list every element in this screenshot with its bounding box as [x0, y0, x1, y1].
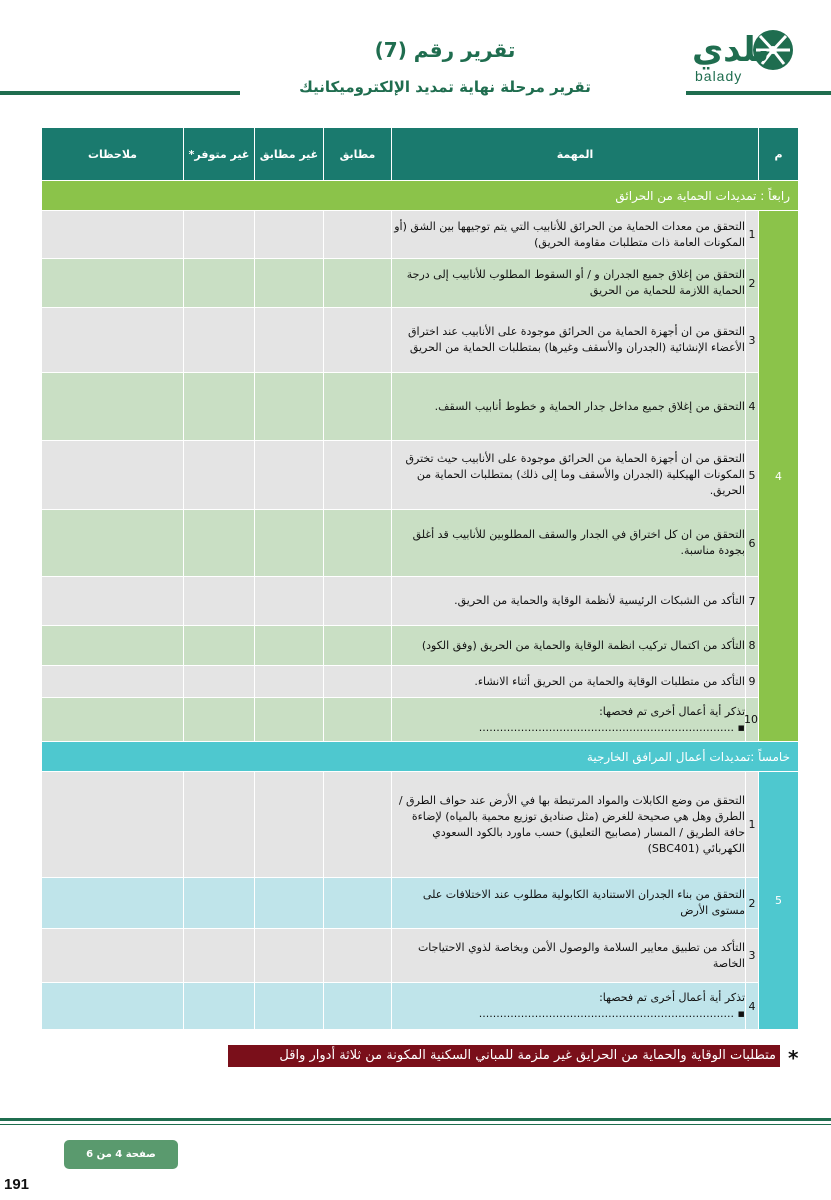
match-cell[interactable]	[324, 772, 392, 878]
other-work-label: تذكر أية أعمال أخرى تم فحصها:	[599, 704, 745, 718]
row-number: 5	[746, 441, 759, 510]
section-4-heading-row	[42, 181, 799, 211]
row-task: التأكد من تطبيق معايير السلامة والوصول الأمن وبخاصة لذوي الاحتياجات الخاصة	[392, 929, 746, 983]
other-work-field[interactable]: ▪ .........................................................................	[478, 1007, 745, 1020]
not-match-cell[interactable]	[255, 308, 324, 373]
notes-cell[interactable]	[42, 878, 184, 929]
match-cell[interactable]	[324, 626, 392, 666]
table-row	[42, 308, 799, 373]
footnote-star: *	[788, 1046, 799, 1070]
notes-cell[interactable]	[42, 308, 184, 373]
header-divider-left	[0, 91, 240, 95]
not-match-cell[interactable]	[255, 373, 324, 441]
row-task: التحقق من ان كل اختراق في الجدار والسقف المطلوبين للأنابيب قد أغلق بجودة مناسبة.	[392, 510, 746, 577]
table-row	[42, 441, 799, 510]
match-cell[interactable]	[324, 308, 392, 373]
balady-logo	[692, 28, 802, 84]
notes-cell[interactable]	[42, 510, 184, 577]
row-number: 4	[746, 983, 759, 1030]
footnote-text: متطلبات الوقاية والحماية من الحرايق غير ملزمة للمباني السكنية المكونة من ثلاثة أدوار واقل	[228, 1045, 780, 1067]
col-match-header: مطابق	[324, 128, 392, 181]
not-available-cell[interactable]	[184, 211, 255, 259]
not-available-cell[interactable]	[184, 308, 255, 373]
footer-divider	[0, 1118, 831, 1121]
not-match-cell[interactable]	[255, 772, 324, 878]
row-task: التحقق من ان أجهزة الحماية من الحرائق موجودة على الأنابيب حيث تخترق المكونات الهيكلية (الجدران والأسقف وما إلى ذلك) بمتطلبات الحماية من الحريق.	[392, 441, 746, 510]
not-available-cell[interactable]	[184, 772, 255, 878]
not-available-cell[interactable]	[184, 929, 255, 983]
table-row	[42, 666, 799, 698]
page-indicator: صفحة 4 من 6	[64, 1140, 178, 1169]
col-notes-header: ملاحظات	[42, 128, 184, 181]
row-number: 9	[746, 666, 759, 698]
table-row	[42, 211, 799, 259]
match-cell[interactable]	[324, 441, 392, 510]
not-match-cell[interactable]	[255, 211, 324, 259]
report-title: تقرير رقم (7)	[374, 38, 516, 62]
not-available-cell[interactable]	[184, 983, 255, 1030]
match-cell[interactable]	[324, 878, 392, 929]
row-number: 6	[746, 510, 759, 577]
row-number: 8	[746, 626, 759, 666]
not-available-cell[interactable]	[184, 373, 255, 441]
col-task-header: المهمة	[392, 128, 759, 181]
section-4-group-number: 4	[759, 211, 799, 742]
section-5-group-number: 5	[759, 772, 799, 1030]
table-row	[42, 577, 799, 626]
not-available-cell[interactable]	[184, 626, 255, 666]
row-number: 3	[746, 308, 759, 373]
section-4-title: رابعاً : تمديدات الحماية من الحرائق	[42, 181, 799, 211]
row-number: 2	[746, 878, 759, 929]
notes-cell[interactable]	[42, 626, 184, 666]
notes-cell[interactable]	[42, 259, 184, 308]
section-5-heading-row	[42, 742, 799, 772]
match-cell[interactable]	[324, 929, 392, 983]
notes-cell[interactable]	[42, 373, 184, 441]
not-available-cell[interactable]	[184, 577, 255, 626]
table-row	[42, 772, 799, 878]
not-match-cell[interactable]	[255, 259, 324, 308]
row-task-other	[392, 983, 746, 1030]
row-task: التحقق من إغلاق جميع مداخل جدار الحماية و خطوط أنابيب السقف.	[392, 373, 746, 441]
row-number: 10	[746, 698, 759, 742]
table-row	[42, 510, 799, 577]
notes-cell[interactable]	[42, 577, 184, 626]
row-task: التأكد من الشبكات الرئيسية لأنظمة الوقاية والحماية من الحريق.	[392, 577, 746, 626]
match-cell[interactable]	[324, 666, 392, 698]
row-task: التأكد من اكتمال تركيب انظمة الوقاية والحماية من الحريق (وفق الكود)	[392, 626, 746, 666]
page-number: 191	[4, 1176, 30, 1193]
row-number: 1	[746, 211, 759, 259]
report-subtitle: تقرير مرحلة نهاية تمديد الإلكتروميكانيك	[299, 78, 591, 96]
row-task: التحقق من ان أجهزة الحماية من الحرائق موجودة على الأنابيب عند اختراق الأعضاء الإنشائية (الجدران والأسقف وغيرها) بمتطلبات الحماية من الحريق	[392, 308, 746, 373]
row-number: 2	[746, 259, 759, 308]
inspection-table	[41, 127, 799, 1030]
footer-divider-thin	[0, 1124, 831, 1125]
table-row	[42, 259, 799, 308]
other-work-field[interactable]: ▪ .........................................................................	[478, 720, 745, 734]
notes-cell[interactable]	[42, 983, 184, 1030]
row-task-other	[392, 698, 746, 742]
col-not-available-header: غير متوفر*	[184, 128, 255, 181]
match-cell[interactable]	[324, 259, 392, 308]
not-match-cell[interactable]	[255, 929, 324, 983]
table-header-row	[42, 128, 799, 181]
notes-cell[interactable]	[42, 211, 184, 259]
not-available-cell[interactable]	[184, 666, 255, 698]
not-available-cell[interactable]	[184, 441, 255, 510]
not-match-cell[interactable]	[255, 577, 324, 626]
table-row	[42, 626, 799, 666]
match-cell[interactable]	[324, 983, 392, 1030]
not-match-cell[interactable]	[255, 983, 324, 1030]
match-cell[interactable]	[324, 510, 392, 577]
table-row	[42, 929, 799, 983]
notes-cell[interactable]	[42, 772, 184, 878]
row-number: 1	[746, 772, 759, 878]
other-work-label: تذكر أية أعمال أخرى تم فحصها:	[599, 991, 745, 1004]
table-row	[42, 698, 799, 742]
match-cell[interactable]	[324, 211, 392, 259]
not-available-cell[interactable]	[184, 698, 255, 742]
notes-cell[interactable]	[42, 929, 184, 983]
row-number: 3	[746, 929, 759, 983]
not-available-cell[interactable]	[184, 510, 255, 577]
not-match-cell[interactable]	[255, 698, 324, 742]
not-available-cell[interactable]	[184, 259, 255, 308]
not-available-cell[interactable]	[184, 878, 255, 929]
logo-latin: balady	[695, 68, 743, 84]
not-match-cell[interactable]	[255, 878, 324, 929]
row-number: 4	[746, 373, 759, 441]
col-num-header: م	[759, 128, 799, 181]
header-divider-right	[686, 91, 831, 95]
section-5-title: خامساً :تمديدات أعمال المرافق الخارجية	[42, 742, 799, 772]
match-cell[interactable]	[324, 698, 392, 742]
row-task: التحقق من معدات الحماية من الحرائق للأنابيب التي يتم توجيهها بين الشق (أو المكونات العامة ذات متطلبات مقاومة الحريق)	[392, 211, 746, 259]
match-cell[interactable]	[324, 577, 392, 626]
table-row	[42, 878, 799, 929]
row-task: التحقق من بناء الجدران الاستنادية الكابولية مطلوب عند الاختلافات على مستوى الأرض	[392, 878, 746, 929]
notes-cell[interactable]	[42, 441, 184, 510]
logo-arabic: بلدي	[692, 30, 770, 70]
not-match-cell[interactable]	[255, 510, 324, 577]
not-match-cell[interactable]	[255, 626, 324, 666]
not-match-cell[interactable]	[255, 666, 324, 698]
table-row	[42, 373, 799, 441]
row-task: التحقق من وضع الكابلات والمواد المرتبطة بها في الأرض عند حواف الطرق / الطرق وهل هي صحيحة للغرض (مثل صناديق توزيع محمية بالمياه) لإضاءة حافة الطريق / المسار (مصابيح التعليق) حسب ماورد بالكود السعودي الكهربائي (SBC401)	[392, 772, 746, 878]
notes-cell[interactable]	[42, 666, 184, 698]
row-task: التأكد من متطلبات الوقاية والحماية من الحريق أثناء الانشاء.	[392, 666, 746, 698]
row-task: التحقق من إغلاق جميع الجدران و / أو السقوط المطلوب للأنابيب إلى درجة الحماية اللازمة للحماية من الحريق	[392, 259, 746, 308]
not-match-cell[interactable]	[255, 441, 324, 510]
notes-cell[interactable]	[42, 698, 184, 742]
match-cell[interactable]	[324, 373, 392, 441]
col-not-match-header: غير مطابق	[255, 128, 324, 181]
row-number: 7	[746, 577, 759, 626]
table-row	[42, 983, 799, 1030]
